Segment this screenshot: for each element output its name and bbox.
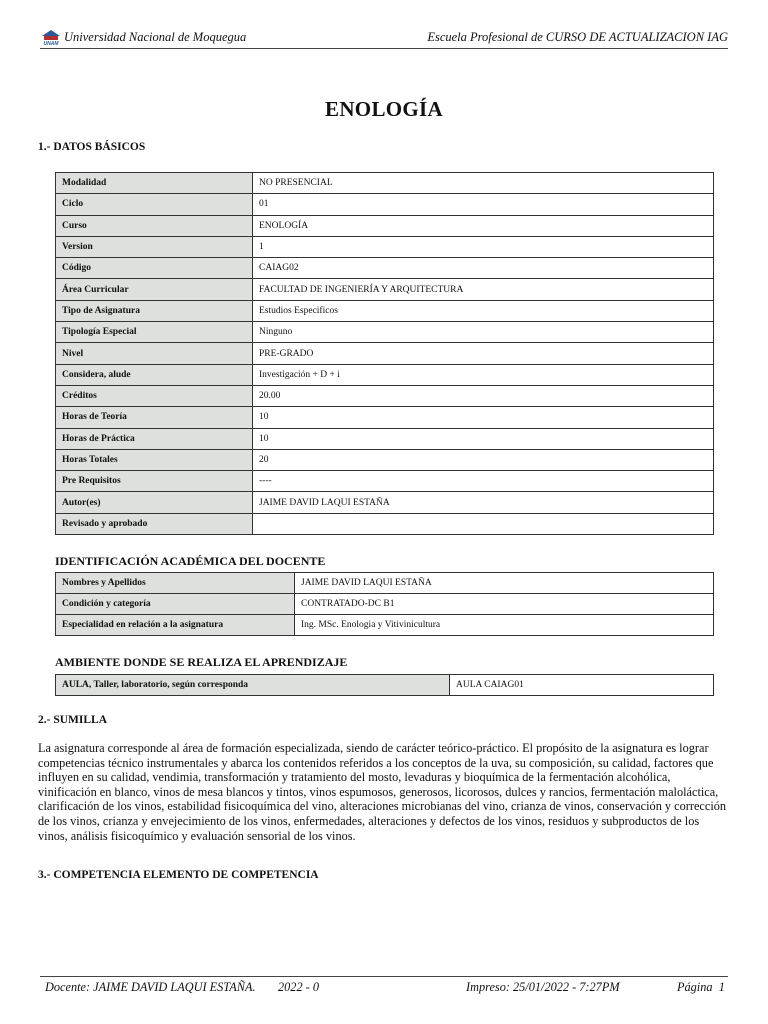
row-value: 1 [253, 236, 714, 257]
header-divider [40, 48, 728, 49]
table-row [56, 594, 714, 615]
page-header [40, 28, 728, 50]
row-value: Investigación + D + i [253, 364, 714, 385]
table-row [56, 236, 714, 257]
table-row [56, 194, 714, 215]
table-row [56, 492, 714, 513]
row-value: ---- [253, 471, 714, 492]
ambiente-table [55, 674, 714, 696]
table-row [56, 513, 714, 534]
section-2-heading: 2.- SUMILLA [38, 714, 108, 726]
row-value: ENOLOGÍA [253, 215, 714, 236]
row-value: 20 [253, 449, 714, 470]
table-row [56, 258, 714, 279]
row-label: Considera, alude [56, 364, 253, 385]
docente-heading: IDENTIFICACIÓN ACADÉMICA DEL DOCENTE [55, 554, 326, 568]
row-label: Horas de Teoría [56, 407, 253, 428]
row-value: NO PRESENCIAL [253, 173, 714, 194]
row-value: JAIME DAVID LAQUI ESTAÑA [253, 492, 714, 513]
footer-page-label: Página [677, 980, 713, 994]
row-value: 20.00 [253, 385, 714, 406]
row-label: Horas Totales [56, 449, 253, 470]
table-row [56, 615, 714, 636]
document-title: ENOLOGÍA [325, 97, 443, 121]
row-value: PRE-GRADO [253, 343, 714, 364]
row-label: Revisado y aprobado [56, 513, 253, 534]
docente-table [55, 572, 714, 636]
row-value: Ing. MSc. Enologia y Vitivinicultura [295, 615, 714, 636]
table-row [56, 385, 714, 406]
row-label: Nivel [56, 343, 253, 364]
table-row [56, 279, 714, 300]
table-row [56, 675, 714, 696]
ambiente-value: AULA CAIAG01 [450, 675, 714, 696]
row-label: Nombres y Apellidos [56, 573, 295, 594]
table-row [56, 322, 714, 343]
school-name: Escuela Profesional de CURSO DE ACTUALIZACION IAG [427, 30, 728, 44]
row-value: JAIME DAVID LAQUI ESTAÑA [295, 573, 714, 594]
row-value: Estudios Especificos [253, 300, 714, 321]
university-logo-icon [40, 28, 62, 46]
university-name: Universidad Nacional de Moquegua [64, 30, 247, 44]
table-row [56, 364, 714, 385]
table-row [56, 173, 714, 194]
table-row [56, 428, 714, 449]
row-label: Tipo de Asignatura [56, 300, 253, 321]
row-value: CAIAG02 [253, 258, 714, 279]
footer-page-number: 1 [718, 980, 725, 994]
row-label: Curso [56, 215, 253, 236]
table-row [56, 343, 714, 364]
table-row [56, 449, 714, 470]
basic-data-table [55, 172, 714, 535]
footer-divider [40, 976, 728, 977]
section-3-heading: 3.- COMPETENCIA ELEMENTO DE COMPETENCIA [38, 869, 319, 881]
table-row [56, 215, 714, 236]
row-label: Ciclo [56, 194, 253, 215]
footer-impreso: Impreso: 25/01/2022 - 7:27PM [466, 980, 620, 994]
table-row [56, 407, 714, 428]
row-label: Pre Requisitos [56, 471, 253, 492]
logo-text: UNAM [43, 41, 59, 46]
ambiente-label: AULA, Taller, laboratorio, según corresponda [56, 675, 450, 696]
row-value: FACULTAD DE INGENIERÍA Y ARQUITECTURA [253, 279, 714, 300]
table-row [56, 471, 714, 492]
sumilla-text: La asignatura corresponde al área de formación especializada, siendo de carácter teórico-práctico. El propósito de la asignatura es lograr competencias técnico instrumentales y abarca los contenidos referidos a los conceptos de la uva, su composición, su calidad, factores que influyen en su calidad, vendimia, transformación y tratamiento del mosto, levaduras y bioquímica de la fermentación alcohólica, vinificación en blanco, vinos de mesa blancos y tintos, vinos espumosos, generosos, licorosos, dulces y rancios, fermentación maloláctica, clarificación de los vinos, estabilidad fisicoquímica del vino, alteraciones microbianas del vino, crianza de vinos, conservación y corrección de los vinos, crianza y envejecimiento de los vinos, enfermedades, alteraciones y defectos de los vinos, residuos y subproductos de los vinos, análisis fisicoquímico y evaluación sensorial de los vinos. [38, 741, 727, 843]
row-value: 10 [253, 428, 714, 449]
row-label: Autor(es) [56, 492, 253, 513]
row-value: Ninguno [253, 322, 714, 343]
row-label: Tipología Especial [56, 322, 253, 343]
row-label: Horas de Práctica [56, 428, 253, 449]
row-value [253, 513, 714, 534]
row-label: Especialidad en relación a la asignatura [56, 615, 295, 636]
row-value: 10 [253, 407, 714, 428]
table-row [56, 300, 714, 321]
footer-page [677, 980, 725, 995]
row-label: Código [56, 258, 253, 279]
row-value: CONTRATADO-DC B1 [295, 594, 714, 615]
row-label: Modalidad [56, 173, 253, 194]
table-row [56, 573, 714, 594]
row-value: 01 [253, 194, 714, 215]
ambiente-heading: AMBIENTE DONDE SE REALIZA EL APRENDIZAJE [55, 655, 348, 669]
row-label: Créditos [56, 385, 253, 406]
row-label: Condición y categoría [56, 594, 295, 615]
section-1-heading: 1.- DATOS BÁSICOS [38, 141, 146, 153]
row-label: Version [56, 236, 253, 257]
footer-docente: Docente: JAIME DAVID LAQUI ESTAÑA. [45, 980, 256, 994]
row-label: Área Curricular [56, 279, 253, 300]
footer-periodo: 2022 - 0 [278, 980, 319, 994]
